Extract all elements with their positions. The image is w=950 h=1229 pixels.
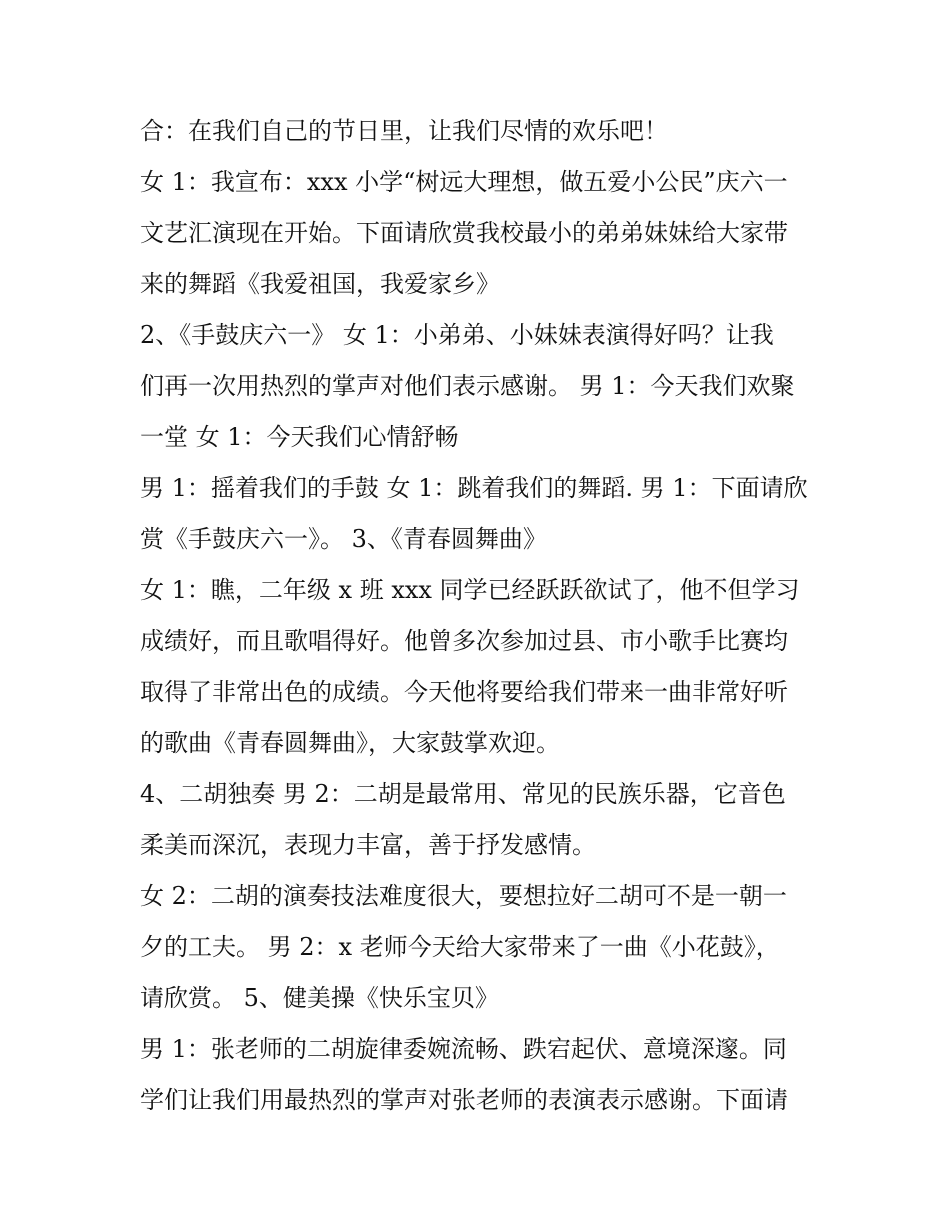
text-line: 的歌曲《青春圆舞曲》，大家鼓掌欢迎。	[140, 729, 560, 757]
text-line: 柔美而深沉，表现力丰富，善于抒发感情。	[140, 831, 596, 859]
text-line: 男 1：张老师的二胡旋律委婉流畅、跌宕起伏、意境深邃。同	[140, 1035, 787, 1063]
document-body	[140, 106, 820, 1126]
text-line: 女 1：瞧，二年级 x 班 xxx 同学已经跃跃欲试了，他不但学习	[140, 576, 800, 604]
text-line: 取得了非常出色的成绩。今天他将要给我们带来一曲非常好听	[140, 678, 788, 706]
text-line: 赏《手鼓庆六一》。 3、《青春圆舞曲》	[140, 525, 547, 553]
text-line: 男 1：摇着我们的手鼓 女 1：跳着我们的舞蹈. 男 1：下面请欣	[140, 474, 808, 502]
text-line: 成绩好，而且歌唱得好。他曾多次参加过县、市小歌手比赛均	[140, 627, 788, 655]
text-line: 女 1：我宣布：xxx 小学“树远大理想，做五爱小公民”庆六一	[140, 168, 788, 196]
text-line: 一堂 女 1：今天我们心情舒畅	[140, 423, 459, 451]
text-line: 文艺汇演现在开始。下面请欣赏我校最小的弟弟妹妹给大家带	[140, 219, 788, 247]
text-line: 4、二胡独奏 男 2：二胡是最常用、常见的民族乐器，它音色	[140, 780, 786, 808]
text-line: 2、《手鼓庆六一》 女 1：小弟弟、小妹妹表演得好吗？让我	[140, 321, 774, 349]
text-line: 合：在我们自己的节日里，让我们尽情的欢乐吧！	[140, 117, 668, 145]
text-line: 夕的工夫。 男 2：x 老师今天给大家带来了一曲《小花鼓》，	[140, 933, 780, 961]
text-line: 请欣赏。 5、健美操《快乐宝贝》	[140, 984, 499, 1012]
text-line: 学们让我们用最热烈的掌声对张老师的表演表示感谢。下面请	[140, 1086, 788, 1114]
text-line: 女 2：二胡的演奏技法难度很大，要想拉好二胡可不是一朝一	[140, 882, 787, 910]
text-line: 来的舞蹈《我爱祖国，我爱家乡》	[140, 270, 500, 298]
text-line: 们再一次用热烈的掌声对他们表示感谢。 男 1：今天我们欢聚	[140, 372, 795, 400]
